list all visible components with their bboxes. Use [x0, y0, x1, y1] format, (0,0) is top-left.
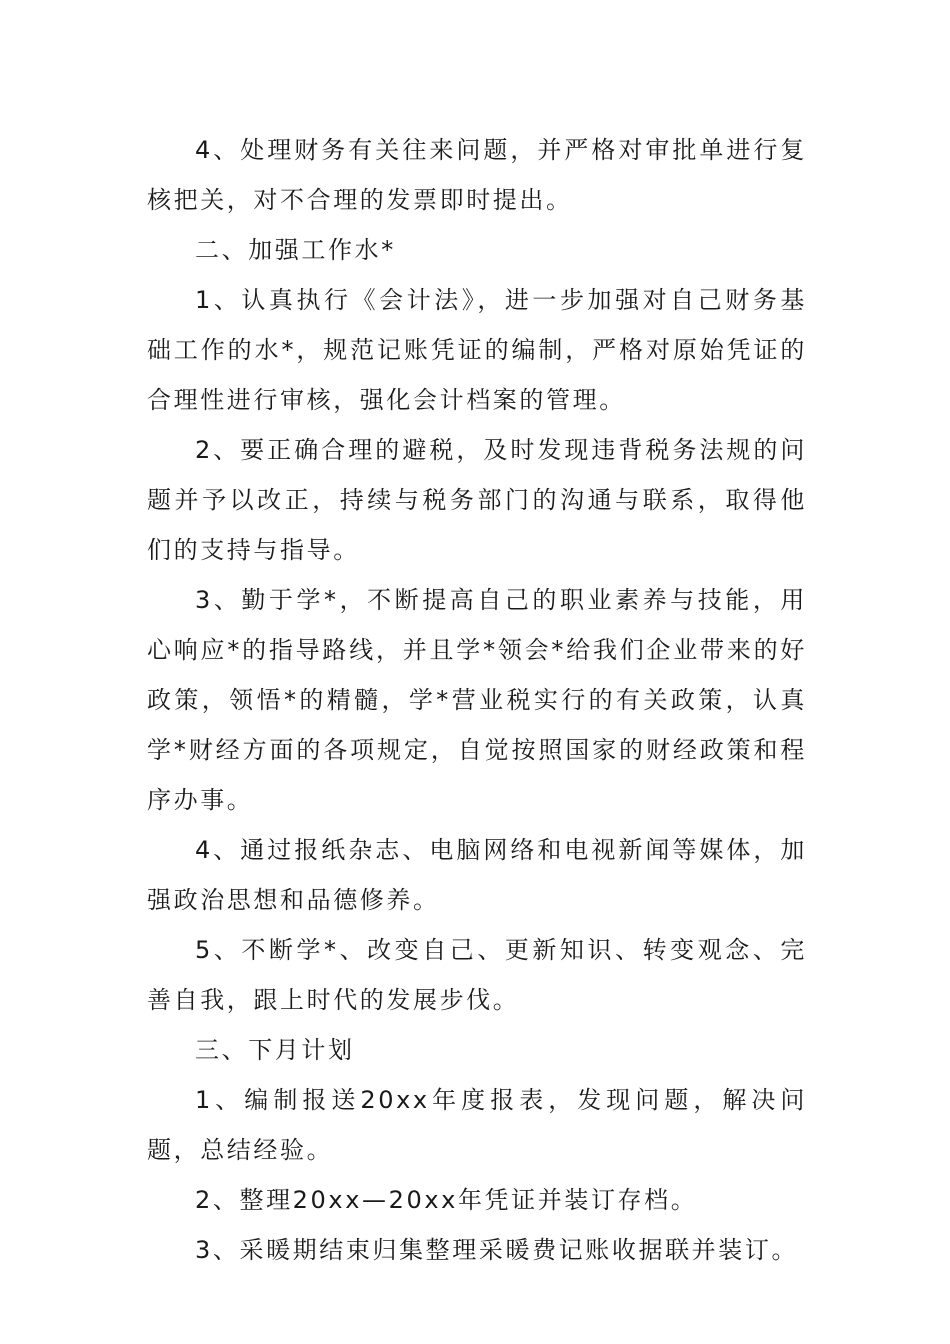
paragraph-5-self-improvement: 5、不断学*、改变自己、更新知识、转变观念、完善自我，跟上时代的发展步伐。	[147, 936, 807, 1014]
paragraph-2-vouchers: 2、整理20xx—20xx年凭证并装订存档。	[195, 1186, 698, 1214]
document-body	[147, 125, 807, 1275]
paragraph-1-accounting-law: 1、认真执行《会计法》，进一步加强对自己财务基础工作的水*，规范记账凭证的编制，严格对原始凭证的合理性进行审核，强化会计档案的管理。	[147, 286, 807, 414]
paragraph-1-annual-report: 1、编制报送20xx年度报表，发现问题，解决问题，总结经验。	[147, 1086, 807, 1164]
paragraph-4-media: 4、通过报纸杂志、电脑网络和电视新闻等媒体，加强政治思想和品德修养。	[147, 836, 807, 914]
section-heading-3: 三、下月计划	[195, 1036, 355, 1064]
paragraph-3-heating-receipts: 3、采暖期结束归集整理采暖费记账收据联并装订。	[195, 1236, 799, 1264]
paragraph-3-study: 3、勤于学*，不断提高自己的职业素养与技能，用心响应*的指导路线，并且学*领会*给我们企业带来的好政策，领悟*的精髓，学*营业税实行的有关政策，认真学*财经方面的各项规定，自觉按照国家的财经政策和程序办事。	[147, 586, 807, 814]
section-heading-2: 二、加强工作水*	[195, 236, 396, 264]
paragraph-4-finance-review: 4、处理财务有关往来问题，并严格对审批单进行复核把关，对不合理的发票即时提出。	[147, 136, 807, 214]
paragraph-2-tax: 2、要正确合理的避税，及时发现违背税务法规的问题并予以改正，持续与税务部门的沟通与联系，取得他们的支持与指导。	[147, 436, 807, 564]
